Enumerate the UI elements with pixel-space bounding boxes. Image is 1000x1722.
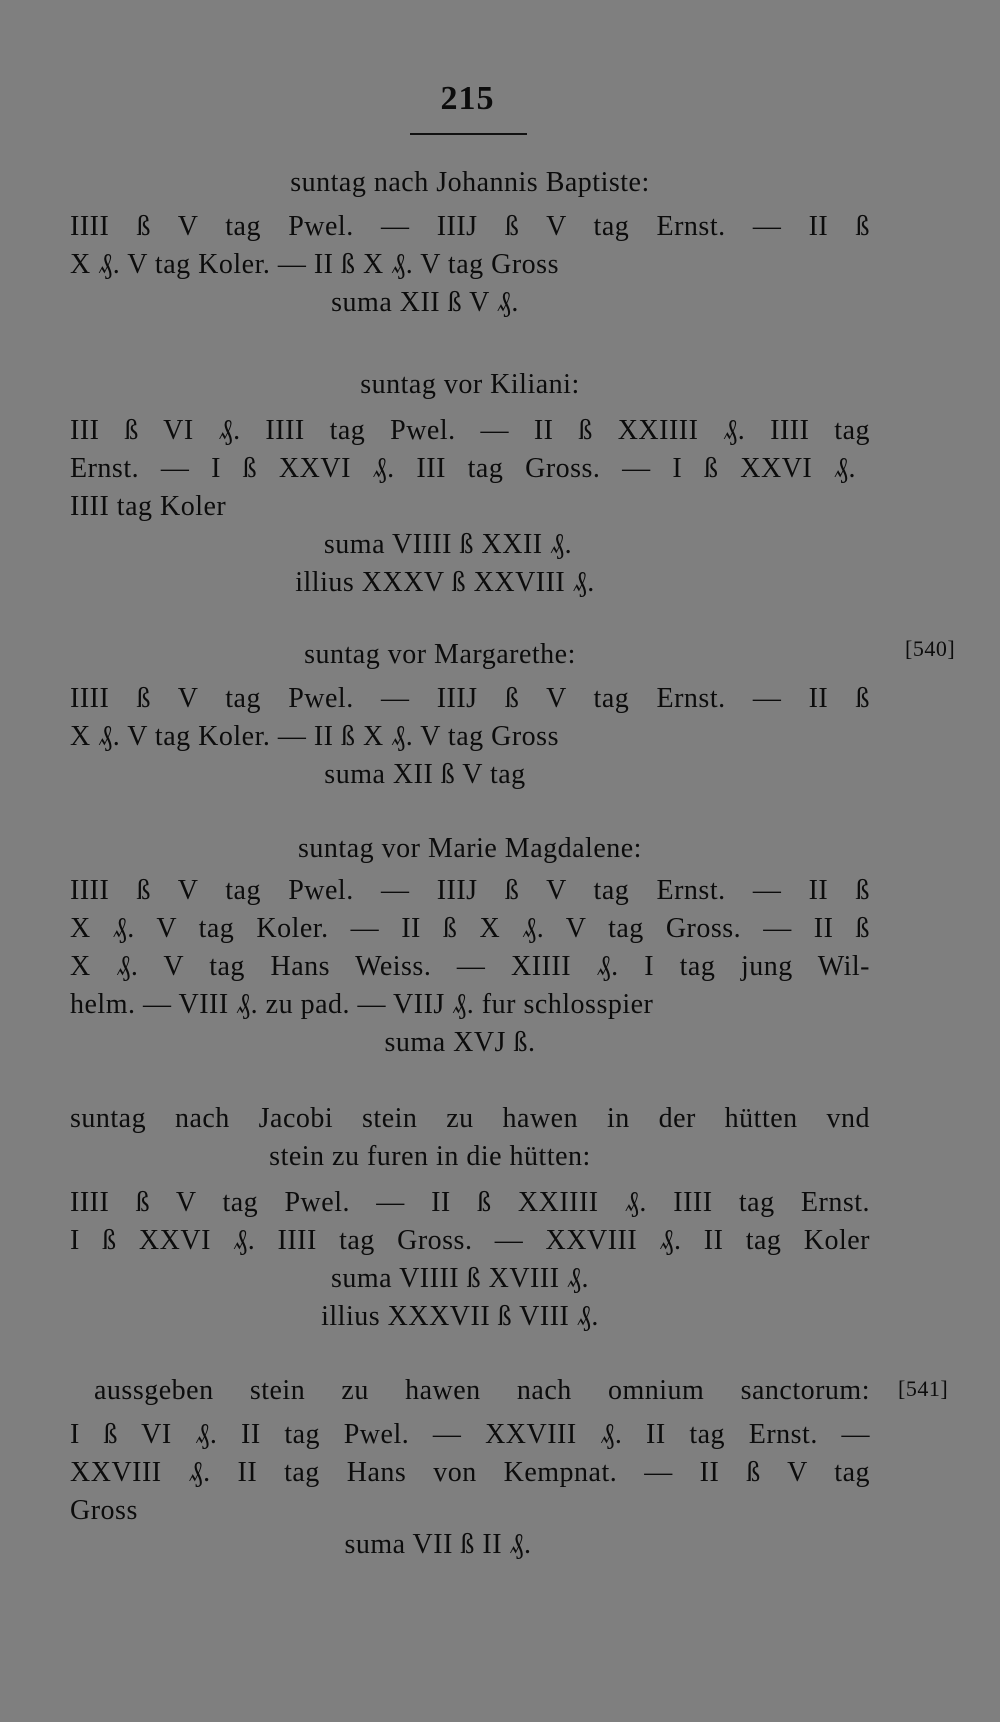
text-line: IIII ß V tag Pwel. — IIIJ ß V tag Ernst. — II ß	[70, 683, 870, 714]
sum-line: suma VII ß II ₰.	[344, 1529, 532, 1560]
text-line: I ß VI ₰. II tag Pwel. — XXVIII ₰. II tag Ernst. —	[70, 1419, 870, 1450]
sum-line: suma XII ß V ₰.	[331, 287, 519, 318]
section-heading: suntag nach Jacobi stein zu hawen in der hütten vnd	[70, 1103, 870, 1134]
text-line: XXVIII ₰. II tag Hans von Kempnat. — II ß V tag	[70, 1457, 870, 1488]
section-heading: aussgeben stein zu hawen nach omnium sanctorum:	[94, 1375, 870, 1406]
text-line: X ₰. V tag Hans Weiss. — XIIII ₰. I tag jung Wil-	[70, 951, 870, 982]
margin-reference: [540]	[905, 636, 956, 661]
section-johannis-baptiste	[70, 164, 870, 322]
section-heading: suntag nach Johannis Baptiste:	[290, 167, 650, 198]
text-line: IIII ß V tag Pwel. — IIIJ ß V tag Ernst. — II ß	[70, 211, 870, 242]
section-heading: stein zu furen in die hütten:	[269, 1141, 591, 1172]
sum-line: suma XII ß V tag	[324, 759, 526, 790]
text-line: IIII ß V tag Pwel. — II ß XXIIII ₰. IIII tag Ernst.	[70, 1187, 870, 1218]
section-marie-magdalene	[70, 830, 870, 1062]
sum-line: suma VIIII ß XXII ₰.	[323, 529, 573, 560]
text-line: IIII tag Koler	[70, 491, 227, 522]
text-line: III ß VI ₰. IIII tag Pwel. — II ß XXIIII ₰. IIII tag	[70, 415, 870, 446]
text-line: X ₰. V tag Koler. — II ß X ₰. V tag Gross. — II ß	[70, 913, 870, 944]
total-line: illius XXXV ß XXVIII ₰.	[295, 567, 595, 598]
section-margarethe	[70, 636, 870, 794]
page-number-rule	[410, 133, 527, 135]
text-line: X ₰. V tag Koler. — II ß X ₰. V tag Gross	[70, 249, 559, 280]
text-line: IIII ß V tag Pwel. — IIIJ ß V tag Ernst. — II ß	[70, 875, 870, 906]
text-line: Gross	[70, 1495, 138, 1526]
text-line: I ß XXVI ₰. IIII tag Gross. — XXVIII ₰. II tag Koler	[70, 1225, 870, 1256]
sum-line: suma XVJ ß.	[384, 1027, 536, 1058]
section-heading: suntag vor Marie Magdalene:	[298, 833, 642, 864]
text-line: Ernst. — I ß XXVI ₰. III tag Gross. — I ß XXVI ₰.	[70, 453, 856, 484]
margin-reference: [541]	[898, 1376, 949, 1401]
section-heading: suntag vor Kiliani:	[360, 369, 580, 400]
page-number: 215	[440, 80, 495, 117]
section-jacobi	[70, 1100, 870, 1336]
text-line: helm. — VIII ₰. zu pad. — VIIJ ₰. fur schlosspier	[70, 989, 654, 1020]
text-line: X ₰. V tag Koler. — II ß X ₰. V tag Gross	[70, 721, 559, 752]
section-omnium-sanctorum	[70, 1372, 870, 1564]
section-kiliani	[70, 366, 870, 602]
section-heading: suntag vor Margarethe:	[304, 639, 576, 670]
sum-line: suma VIIII ß XVIII ₰.	[330, 1263, 590, 1294]
total-line: illius XXXVII ß VIII ₰.	[321, 1301, 599, 1332]
